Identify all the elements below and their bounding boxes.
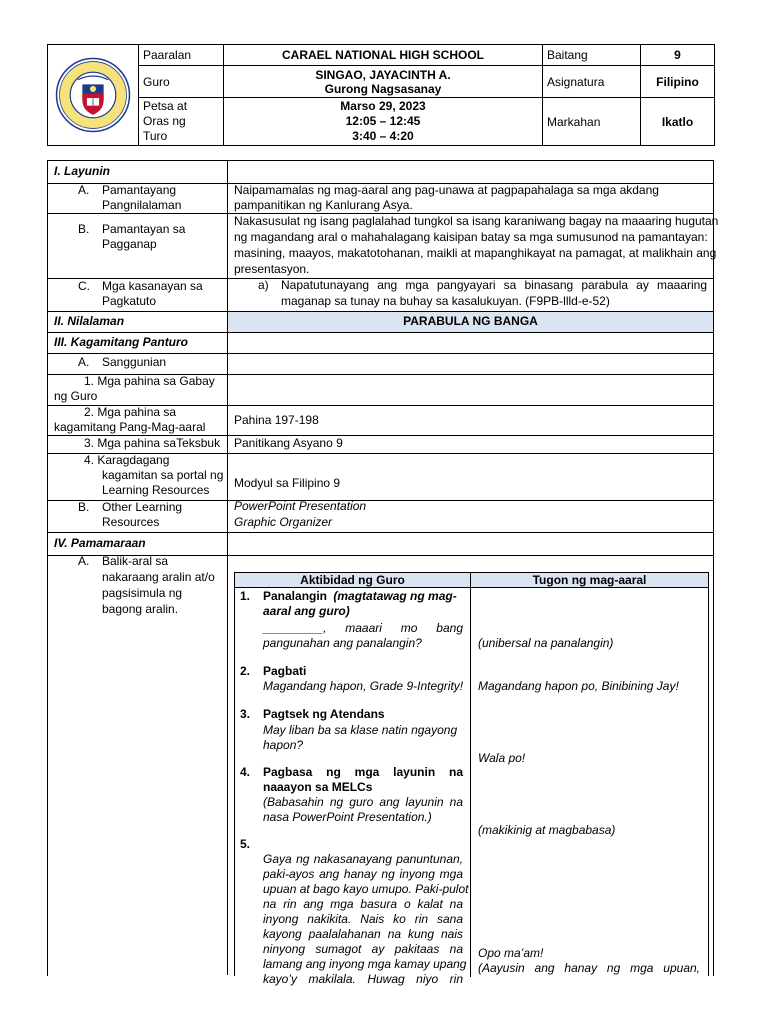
step-5-line: kayo’y makilala. Huwag niyo rin	[263, 972, 463, 986]
pamamaraan-a-letter: A.	[78, 554, 90, 568]
nilalaman-value: PARABULA NG BANGA	[403, 314, 538, 328]
layunin-c-label: Mga kasanayan sa	[102, 279, 203, 293]
ref-portal-label: 4. Karagdagang	[84, 453, 170, 467]
layunin-c-text: Napatutunayang ang mga pangyayari sa binasang parabula ay maaaring	[281, 278, 707, 292]
teacher-name: SINGAO, JAYACINTH A.	[315, 67, 451, 82]
subject-label: Asignatura	[543, 66, 641, 98]
step-1-line: _________, maaari mo bang	[263, 621, 463, 635]
other-resources-label: Resources	[102, 515, 160, 529]
pamamaraan-a-label: Balik-aral sa	[102, 554, 169, 568]
step-number: 2.	[240, 664, 251, 678]
lesson-plan-table	[47, 160, 719, 986]
layunin-b-text: masining, maayos, makatotohanan, maikli at mapanghikayat na pamagat, at malikhain ang	[234, 246, 717, 260]
lesson-date: Marso 29, 2023	[340, 99, 426, 113]
teacher-role: Gurong Nagsasanay	[324, 81, 442, 96]
other-resources-value: Graphic Organizer	[234, 515, 333, 529]
teacher-cell	[224, 66, 543, 98]
pamamaraan-a-label: nakaraang aralin at/o	[102, 570, 215, 584]
date-time-cell	[224, 98, 543, 146]
step-4-response: (makikinig at magbabasa)	[478, 823, 616, 837]
layunin-c-text: maganap sa tunay na buhay sa kasalukuyan. (F9PB-llld-e-52)	[281, 294, 610, 308]
layunin-title: I. Layunin	[54, 164, 111, 178]
step-1-title-text: Panalangin	[263, 589, 328, 603]
step-3-response: Wala po!	[478, 751, 526, 765]
layunin-a-label: Pamantayang	[102, 183, 177, 197]
lesson-time: 3:40 – 4:20	[352, 129, 414, 143]
row-divider	[48, 353, 713, 354]
step-5-line: ninyong sumagot ay pakitaas na	[263, 942, 463, 956]
header-table	[47, 44, 715, 146]
nilalaman-title: II. Nilalaman	[54, 314, 125, 328]
date-label-line: Petsa at	[143, 99, 188, 113]
layunin-b-label: Pamantayan sa	[102, 222, 186, 236]
step-5-line: na rin ang mga basura o kalat na	[263, 897, 463, 911]
pamamaraan-title: IV. Pamamaraan	[54, 536, 146, 550]
step-number: 1.	[240, 589, 251, 603]
quarter-label: Markahan	[543, 98, 641, 146]
step-3-title: Pagtsek ng Atendans	[263, 707, 385, 721]
step-5-line: paki-ayos ang hanay ng inyong mga	[263, 867, 463, 881]
layunin-c-item: a)	[258, 278, 269, 292]
layunin-b-letter: B.	[78, 222, 90, 236]
layunin-a-text: pampanitikan ng Kanlurang Asya.	[234, 198, 413, 212]
step-5-line: lamang ang inyong mga kamay upang	[263, 957, 467, 971]
step-1-title	[263, 589, 463, 604]
column-divider	[227, 161, 228, 975]
step-1-note: (magtatawag ng mag-	[333, 589, 457, 603]
layunin-a-text: Naipamamalas ng mag-aaral ang pag-unawa at pagpapahalaga sa mga akdang	[234, 183, 659, 197]
row-divider	[48, 332, 713, 333]
step-5-response: (Aayusin ang hanay ng mga upuan,	[478, 961, 700, 975]
step-2-response: Magandang hapon po, Binibining Jay!	[478, 679, 679, 693]
ref-textbook-value: Panitikang Asyano 9	[234, 436, 343, 450]
lesson-time: 12:05 – 12:45	[345, 114, 421, 128]
pamamaraan-a-label: pagsisimula ng	[102, 586, 183, 600]
layunin-a-letter: A.	[78, 183, 90, 197]
step-3-line: May liban ba sa klase natin ngayong	[263, 723, 458, 737]
pamamaraan-a-label: bagong aralin.	[102, 602, 179, 616]
step-4-title: Pagbasa ng mga layunin na	[263, 765, 463, 779]
step-3-line: hapon?	[263, 738, 304, 752]
step-2-title: Pagbati	[263, 664, 307, 678]
step-5-line: Gaya ng nakasanayang panuntunan,	[263, 852, 463, 866]
step-5-line: kayong paalalahanan na kung nais	[263, 927, 463, 941]
layunin-b-text: Nakasusulat ng isang paglalahad tungkol sa isang karaniwang bagay na maaaring hugutan	[234, 214, 719, 228]
grade-value: 9	[641, 45, 715, 66]
step-2-line: Magandang hapon, Grade 9-Integrity!	[263, 679, 464, 693]
date-label-line: Turo	[143, 129, 168, 143]
layunin-b-text: ng magandang aral o mahahalagang kaisipan batay sa mga sumusunod na pamantayan:	[234, 230, 708, 244]
ref-student-value: Pahina 197-198	[234, 413, 319, 427]
layunin-c-label: Pagkatuto	[102, 294, 157, 308]
ref-guide-label: ng Guro	[54, 389, 98, 403]
step-4-line: nasa PowerPoint Presentation.)	[263, 810, 432, 824]
step-number: 4.	[240, 765, 251, 779]
subject-value: Filipino	[641, 66, 715, 98]
activity-column-divider	[470, 573, 471, 977]
deped-seal-icon	[55, 57, 131, 133]
kagamitan-title: III. Kagamitang Panturo	[54, 335, 189, 349]
teacher-activity-header: Aktibidad ng Guro	[300, 573, 405, 587]
ref-textbook-label: 3. Mga pahina saTeksbuk	[84, 436, 221, 450]
student-response-header: Tugon ng mag-aaral	[532, 573, 647, 587]
ref-student-label: kagamitang Pang-Mag-aaral	[54, 420, 206, 434]
step-5-response: Opo ma’am!	[478, 946, 544, 960]
row-divider	[48, 311, 713, 312]
step-1-line: pangunahan ang panalangin?	[263, 636, 422, 650]
step-4-line: (Babasahin ng guro ang layunin na	[263, 795, 463, 809]
ref-student-label: 2. Mga pahina sa	[84, 405, 177, 419]
step-number: 3.	[240, 707, 251, 721]
other-resources-label: Other Learning	[102, 500, 183, 514]
teacher-label: Guro	[139, 66, 224, 98]
ref-portal-value: Modyul sa Filipino 9	[234, 476, 341, 490]
step-5-line: upuan at bago kayo umupo. Paki-pulot	[263, 882, 469, 896]
step-1-response: (unibersal na panalangin)	[478, 636, 614, 650]
deped-seal-cell	[48, 45, 139, 146]
layunin-c-letter: C.	[78, 279, 90, 293]
ref-guide-label: 1. Mga pahina sa Gabay	[84, 374, 215, 388]
kagamitan-a-letter: A.	[78, 355, 90, 369]
date-label-cell	[139, 98, 224, 146]
kagamitan-b-letter: B.	[78, 500, 90, 514]
step-1-note: aaral ang guro)	[263, 604, 350, 618]
kagamitan-a-label: Sanggunian	[102, 355, 167, 369]
grade-label: Baitang	[543, 45, 641, 66]
step-4-title: naaayon sa MELCs	[263, 780, 373, 794]
school-value: CARAEL NATIONAL HIGH SCHOOL	[224, 45, 543, 66]
ref-portal-label: kagamitan sa portal ng	[102, 468, 224, 482]
activity-table	[234, 572, 709, 986]
other-resources-value: PowerPoint Presentation	[234, 499, 367, 513]
school-label: Paaralan	[139, 45, 224, 66]
layunin-b-label: Pagganap	[102, 237, 157, 251]
row-divider	[48, 532, 713, 533]
step-5-line: inyong nakikita. Nais ko rin sana	[263, 912, 463, 926]
date-label-line: Oras ng	[143, 114, 186, 128]
layunin-b-text: presentasyon.	[234, 262, 310, 276]
step-number: 5.	[240, 837, 251, 851]
layunin-a-label: Pangnilalaman	[102, 198, 182, 212]
ref-portal-label: Learning Resources	[102, 483, 210, 497]
quarter-value: Ikatlo	[641, 98, 715, 146]
